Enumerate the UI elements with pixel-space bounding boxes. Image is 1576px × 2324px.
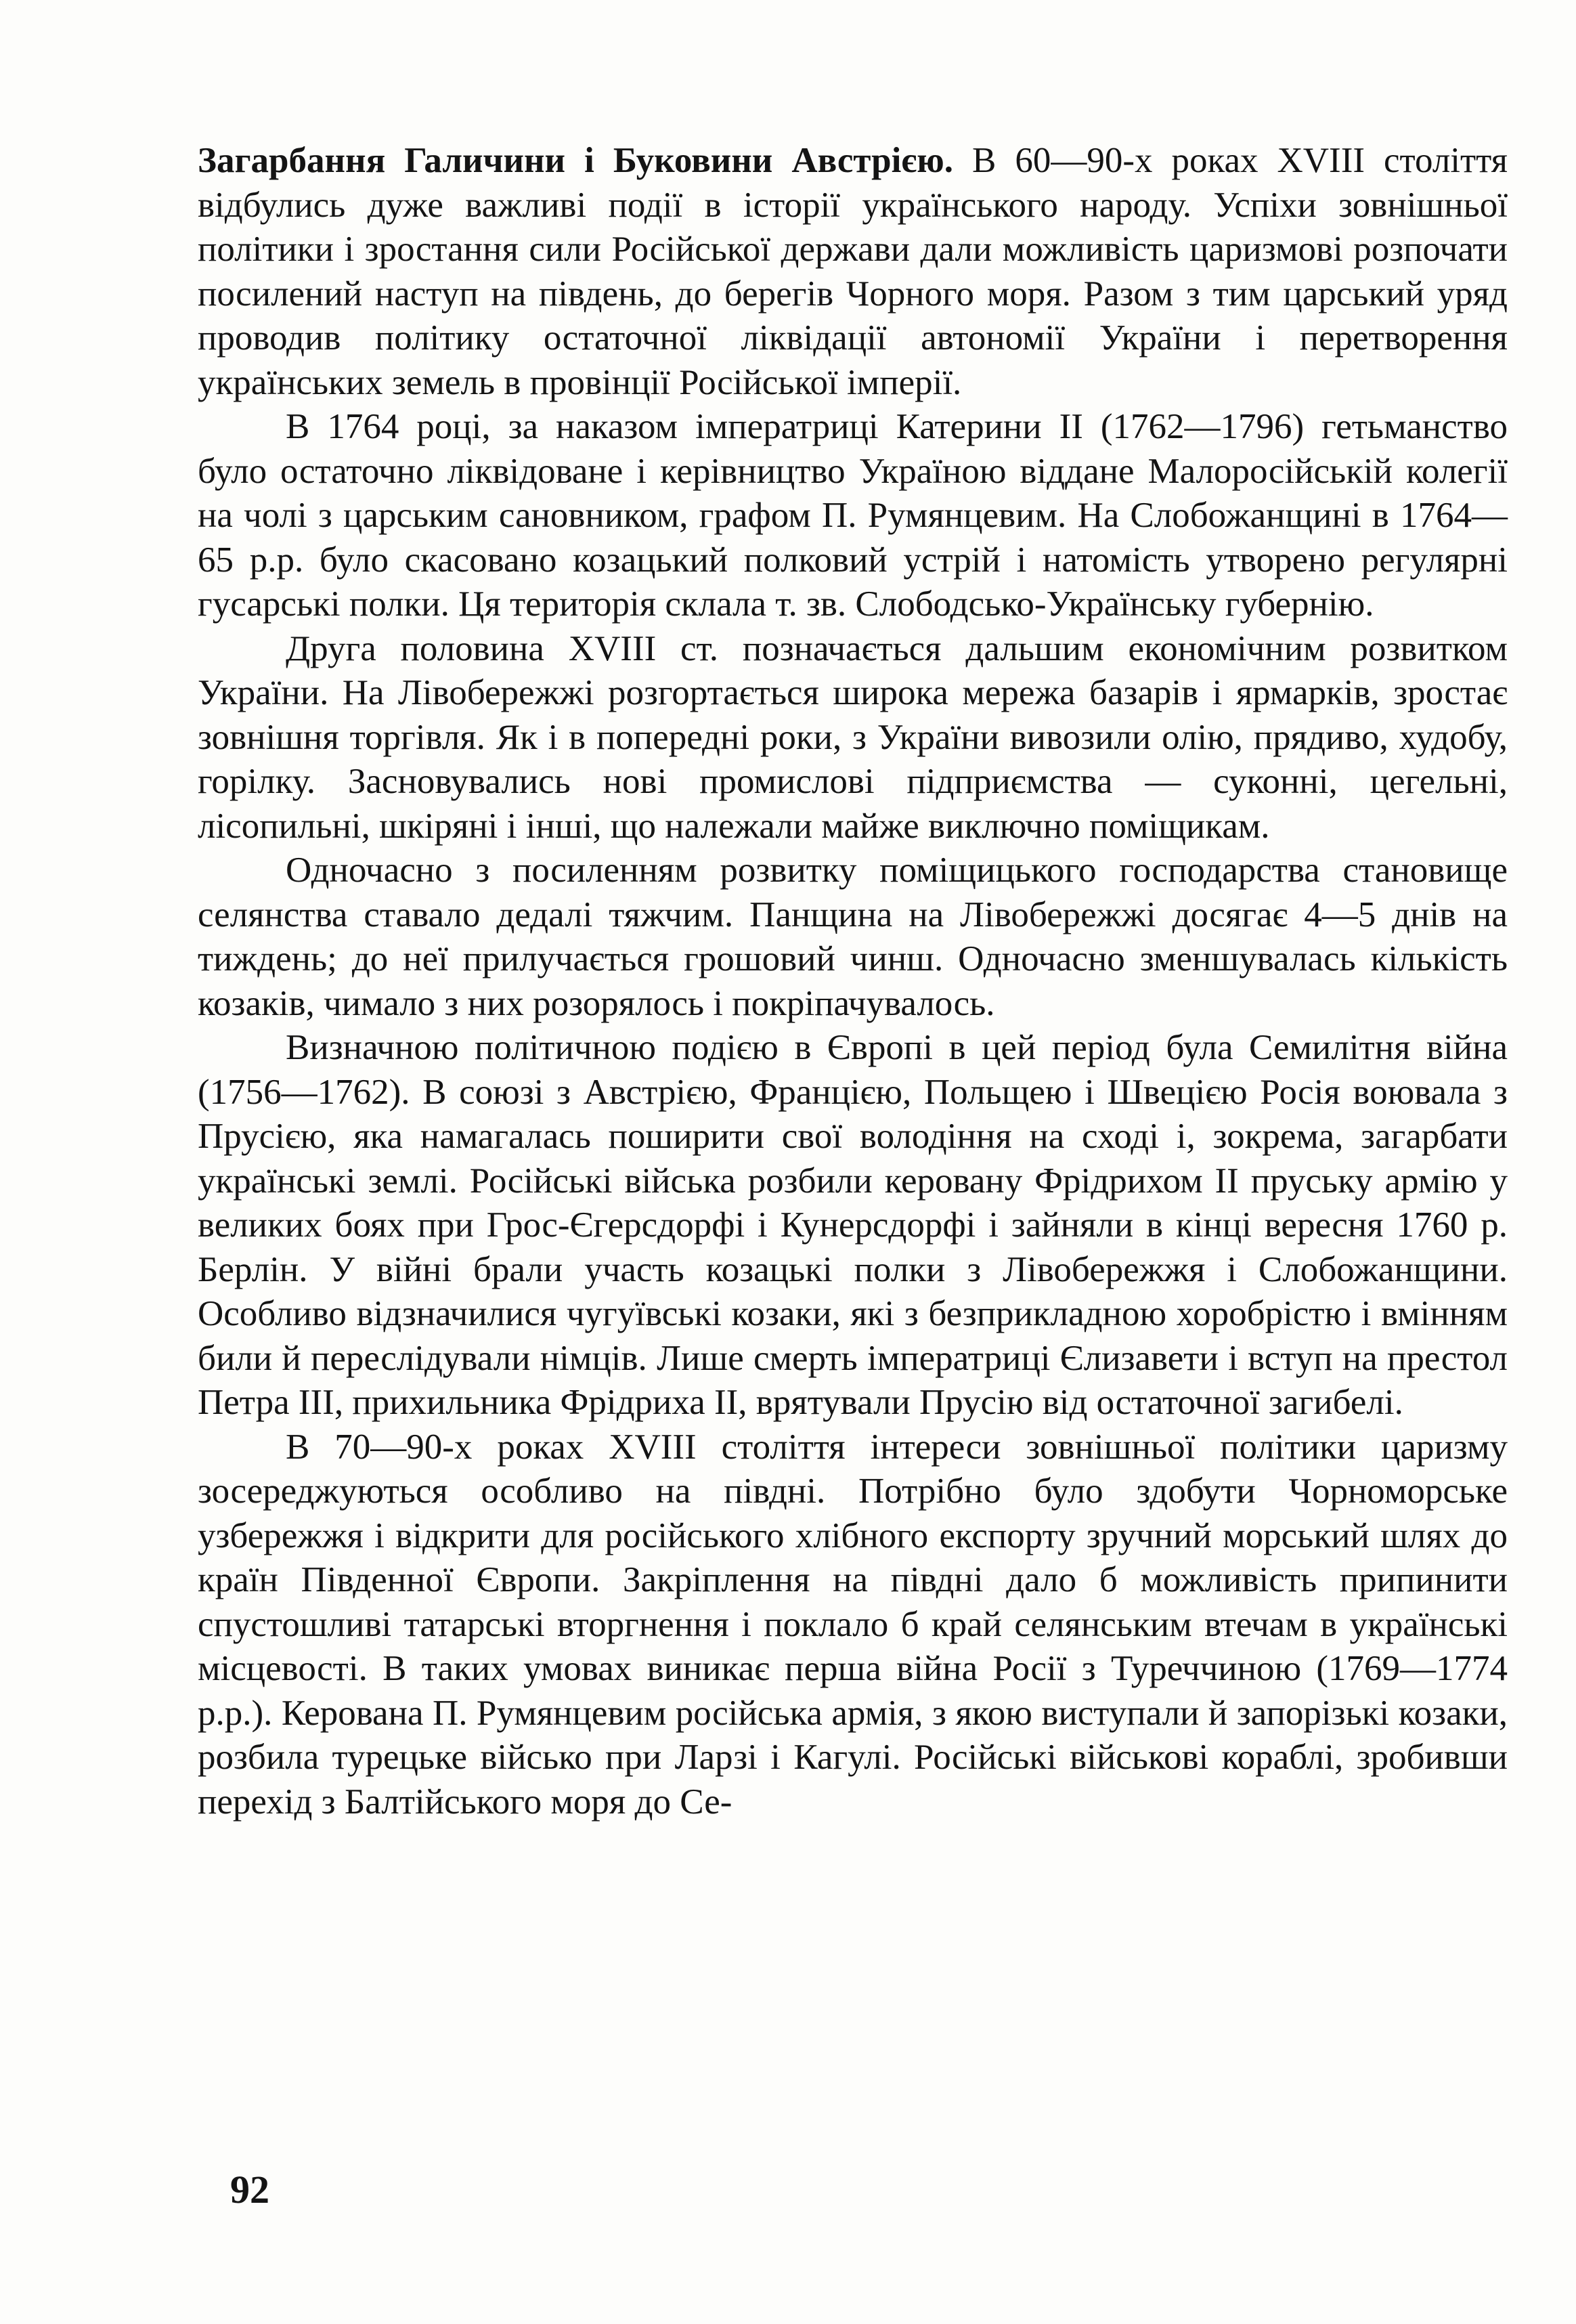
body-text: [198, 139, 1508, 1824]
section-heading: Загарбання Галичини і Буковини Австрією.: [198, 141, 953, 180]
section-intro-paragraph: [198, 139, 1508, 405]
paragraph-peasantry: Одночасно з посиленням розвитку поміщицького господарства становище селянства ставало дедалі тяжчим. Панщина на Лівобережжі досягає 4—5 днів на тиждень; до неї прилучається грошовий чинш. Одночасно зменшувалась кількість козаків, чимало з них розорялось і покріпачувалось.: [198, 851, 1508, 1023]
paragraph-economic-development: Друга половина XVIII ст. позначається дальшим економічним розвитком України. На Лівобережжі розгортається широка мережа базарів і ярмарків, зростає зовнішня торгівля. Як і в попередні роки, з України вивозили олію, прядиво, худобу, горілку. Засновувались нові промислові підприємства — суконні, цегельні, лісопильні, шкіряні і інші, що належали майже виключно поміщикам.: [198, 628, 1508, 846]
paragraph-seven-years-war: Визначною політичною подією в Європі в цей період була Семилітня війна (1756—1762). В союзі з Австрією, Францією, Польщею і Швецією Росія воювала з Прусією, яка намагалась поширити свої володіння на сході і, зокрема, загарбати українські землі. Російські війська розбили керовану Фрідрихом II пруську армію у великих боях при Грос-Єгерсдорфі і Кунерсдорфі і зайняли в кінці вересня 1760 р. Берлін. У війні брали участь козацькі полки з Лівобережжя і Слобожанщини. Особливо відзначилися чугуївські козаки, які з безприкладною хоробрістю і вмінням били й переслідували німців. Лише смерть імператриці Єлизавети і вступ на престол Петра III, прихильника Фрідриха II, врятували Прусію від остаточної загибелі.: [198, 1028, 1508, 1422]
page-number: 92: [230, 2168, 269, 2212]
paragraph-hetmanate-abolition: В 1764 році, за наказом імператриці Катерини II (1762—1796) гетьманство було остаточно ліквідоване і керівництво Україною віддане Малоросійській колегії на чолі з царським сановником, графом П. Румянцевим. На Слобожанщині в 1764—65 р.р. було скасовано козацький полковий устрій і натомість утворено регулярні гусарські полки. Ця територія склала т. зв. Слободсько-Українську губернію.: [198, 407, 1508, 624]
paragraph-southern-policy: В 70—90-х роках XVIII століття інтереси зовнішньої політики царизму зосереджуються особливо на півдні. Потрібно було здобути Чорноморське узбережжя і відкрити для російського хлібного експорту зручний морський шлях до країн Південної Європи. Закріплення на півдні дало б можливість припинити спустошливі татарські вторгнення і поклало б край селянським втечам в українські місцевості. В таких умовах виникає перша війна Росії з Туреччиною (1769—1774 р.р.). Керована П. Румянцевим російська армія, з якою виступали й запорізькі козаки, розбила турецьке військо при Ларзі і Кагулі. Російські військові кораблі, зробивши перехід з Балтійського моря до Се-: [198, 1427, 1508, 1822]
section-lead-text: В 60—90-х роках XVIII століття відбулись дуже важливі події в історії українського народу. Успіхи зовнішньої політики і зростання сили Російської держави дали можливість царизмові розпочати посилений наступ на південь, до берегів Чорного моря. Разом з тим царський уряд проводив політику остаточної ліквідації автономії України і перетворення українських земель в провінції Російської імперії.: [198, 141, 1508, 402]
